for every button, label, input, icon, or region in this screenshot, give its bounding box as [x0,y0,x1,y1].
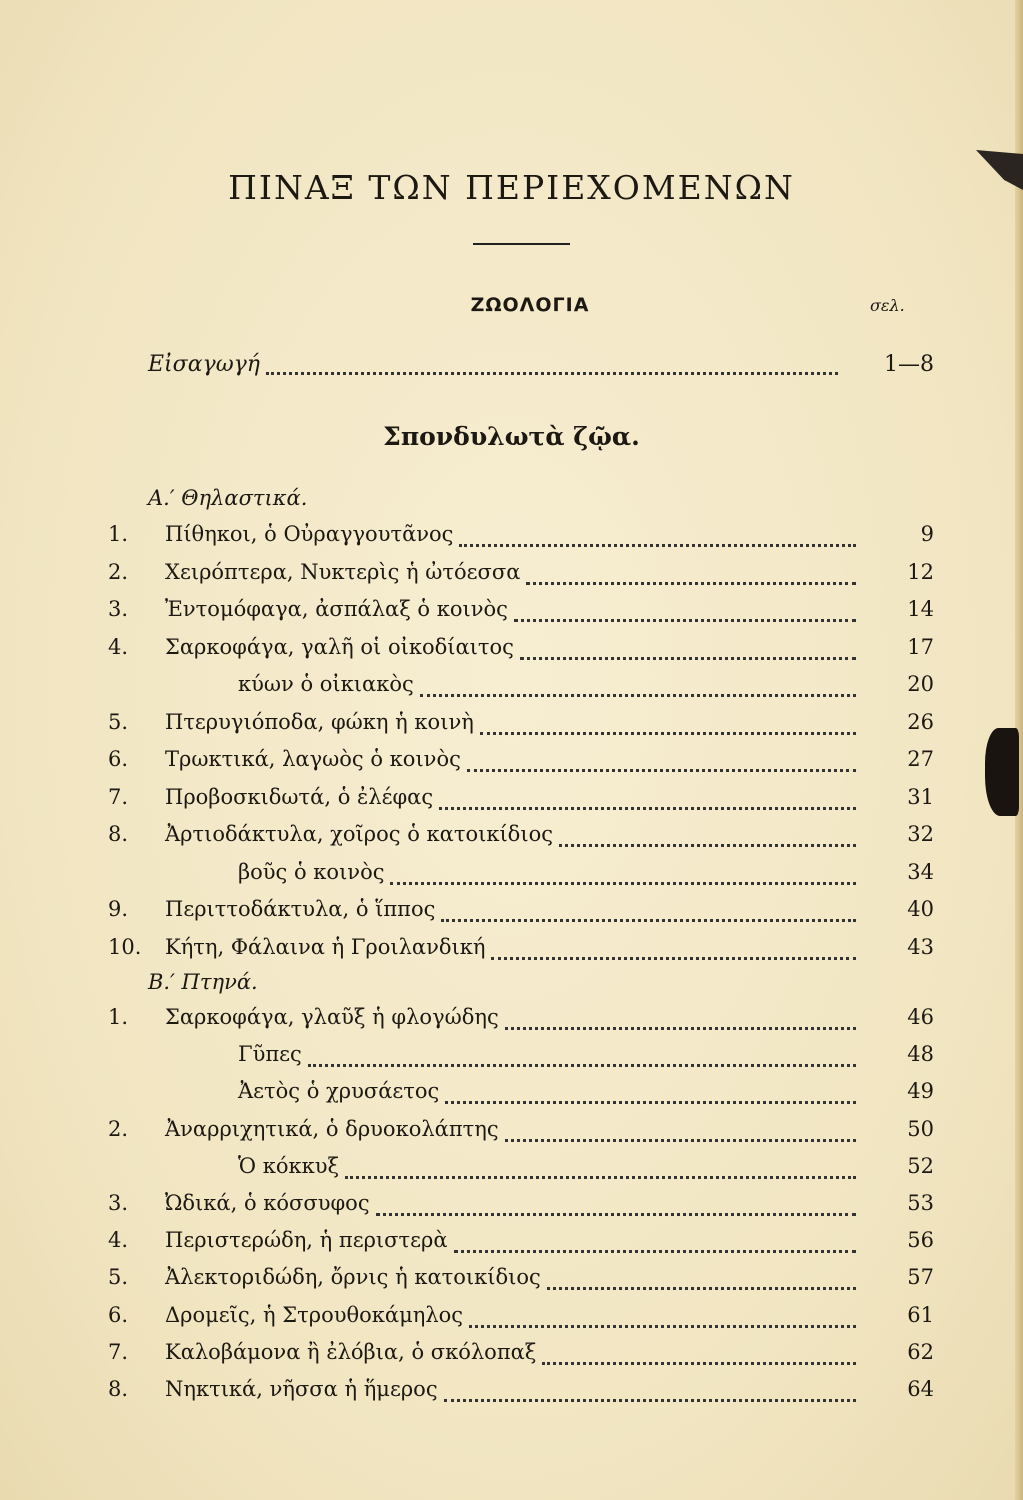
entry-number: 4. [108,634,129,659]
dot-leader [514,609,856,622]
dot-leader [547,1277,856,1290]
entry-number: 6. [108,1302,129,1327]
entry-number: 4. [108,1228,129,1253]
entry-page: 12 [907,559,934,584]
toc-entry [108,1191,938,1225]
entry-title: Πίθηκοι, ὁ Οὐραγγουτᾶνος [165,522,454,546]
toc-entry [108,1303,938,1337]
dot-leader [559,834,856,847]
subject-heading: ΖΩΟΛΟΓΙΑ [470,294,590,316]
toc-entry [108,560,938,594]
entry-title: βοῦς ὁ κοινὸς [238,859,385,884]
entry-page: 14 [907,597,934,621]
entry-title: Σαρκοφάγα, γαλῆ οἱ οἰκοδίαιτος [165,634,514,659]
entry-title: Προβοσκιδωτά, ὁ ἐλέφας [165,784,434,809]
dot-leader [467,759,856,772]
entry-number: 1. [108,522,129,546]
entry-page: 32 [907,822,934,846]
entry-title: Περιστερώδη, ἡ περιστερὰ [165,1228,448,1253]
toc-entry [108,1079,938,1113]
entry-page: 56 [907,1228,934,1253]
group-mammals: Α.′ Θηλαστικά. [148,486,308,510]
toc-entry [108,897,938,931]
intro-label: Εἰσαγωγή [148,352,260,377]
intro-pages: 1—8 [884,352,934,377]
toc-entry [108,1228,938,1262]
dot-leader [520,647,856,660]
dot-leader [439,797,856,810]
entry-title: Περιττοδάκτυλα, ὁ ἵππος [165,897,436,921]
dot-leader [526,572,856,585]
dot-leader [505,1129,856,1142]
entry-number: 2. [108,559,129,584]
dot-leader [376,1203,856,1216]
entry-page: 62 [907,1339,934,1364]
intro-entry [148,352,938,382]
dot-leader [420,684,856,697]
toc-entry [108,710,938,744]
toc-entry [108,822,938,856]
entry-number: 7. [108,784,129,809]
dot-leader [441,909,856,922]
entry-page: 50 [907,1116,934,1141]
dot-leader [454,1240,856,1253]
group-birds: Β.′ Πτηνά. [148,970,258,994]
entry-number: 5. [108,709,129,734]
entry-number: 9. [108,897,129,921]
entry-title: Χειρόπτερα, Νυκτερὶς ἡ ὠτόεσσα [165,559,521,584]
dot-leader [266,360,838,375]
entry-title: Καλοβάμονα ἢ ἐλόβια, ὁ σκόλοπαξ [165,1339,537,1364]
entry-page: 61 [907,1302,934,1327]
entry-page: 17 [907,634,934,659]
entry-title: Ὁ κόκκυξ [238,1153,340,1178]
toc-entry [108,747,938,781]
entry-page: 27 [907,747,934,771]
entry-page: 52 [907,1153,934,1178]
toc-entry [108,785,938,819]
entry-page: 43 [907,934,934,959]
entry-title: Σαρκοφάγα, γλαῦξ ἡ φλογώδης [165,1005,499,1029]
title-divider [473,243,570,245]
toc-entry [108,1377,938,1411]
entry-page: 31 [907,784,934,809]
entry-title: Ἀρτιοδάκτυλα, χοῖρος ὁ κατοικίδιος [165,822,553,846]
entry-number: 3. [108,597,129,621]
entry-title: Δρομεῖς, ἡ Στρουθοκάμηλος [165,1302,464,1327]
entry-page: 26 [907,709,934,734]
dot-leader [505,1017,856,1030]
dot-leader [469,1315,856,1328]
entry-number: 8. [108,1377,129,1401]
dot-leader [480,722,856,735]
toc-entry [108,522,938,556]
entry-number: 1. [108,1005,129,1029]
toc-entry [108,597,938,631]
entry-title: Ὠδικά, ὁ κόσσυφος [165,1191,370,1215]
entry-number: 5. [108,1265,129,1290]
entry-title: Ἀετὸς ὁ χρυσάετος [238,1079,440,1104]
entry-title: Ἀναρριχητικά, ὁ δρυοκολάπτης [165,1116,499,1141]
dot-leader [390,872,856,885]
entry-page: 20 [907,672,934,696]
entry-title: Τρωκτικά, λαγωὸς ὁ κοινὸς [165,747,461,771]
toc-entry [108,1005,938,1039]
dot-leader [308,1054,856,1067]
entry-page: 64 [907,1377,934,1401]
entry-number: 8. [108,822,129,846]
dot-leader [542,1352,856,1365]
toc-entry [108,935,938,969]
dot-leader [459,534,856,547]
entry-number: 10. [108,934,142,959]
entry-title: Ἐντομόφαγα, ἀσπάλαξ ὁ κοινὸς [165,597,508,621]
toc-entry [108,1117,938,1151]
entry-page: 53 [907,1191,934,1215]
toc-entry [108,1042,938,1076]
toc-entry [108,1154,938,1188]
page-title: ΠΙΝΑΞ ΤΩΝ ΠΕΡΙΕΧΟΜΕΝΩΝ [228,168,795,207]
page-column-label: σελ. [870,296,905,315]
entry-title: Γῦπες [238,1042,302,1067]
entry-number: 3. [108,1191,129,1215]
section-heading: Σπονδυλωτὰ ζῷα. [383,422,640,451]
dot-leader [445,1091,856,1104]
entry-page: 9 [920,522,934,546]
entry-page: 34 [907,859,934,884]
entry-page: 57 [907,1265,934,1290]
entry-number: 7. [108,1339,129,1364]
entry-page: 49 [907,1079,934,1104]
entry-title: Ἀλεκτοριδώδη, ὄρνις ἡ κατοικίδιος [165,1265,541,1290]
dot-leader [491,947,856,960]
entry-title: Πτερυγιόποδα, φώκη ἡ κοινὴ [165,709,474,734]
entry-number: 6. [108,747,129,771]
toc-entry [108,1340,938,1374]
toc-entry [108,860,938,894]
entry-title: Νηκτικά, νῆσσα ἡ ἥμερος [165,1377,438,1401]
entry-title: κύων ὁ οἰκιακὸς [238,672,414,696]
toc-entry [108,672,938,706]
toc-entry [108,1265,938,1299]
dot-leader [345,1166,856,1179]
page-damage [985,728,1019,816]
toc-entry [108,635,938,669]
entry-page: 48 [907,1042,934,1067]
entry-page: 40 [907,897,934,921]
dot-leader [444,1389,856,1402]
entry-title: Κήτη, Φάλαινα ἡ Γροιλανδική [165,934,486,959]
entry-page: 46 [907,1005,934,1029]
entry-number: 2. [108,1116,129,1141]
